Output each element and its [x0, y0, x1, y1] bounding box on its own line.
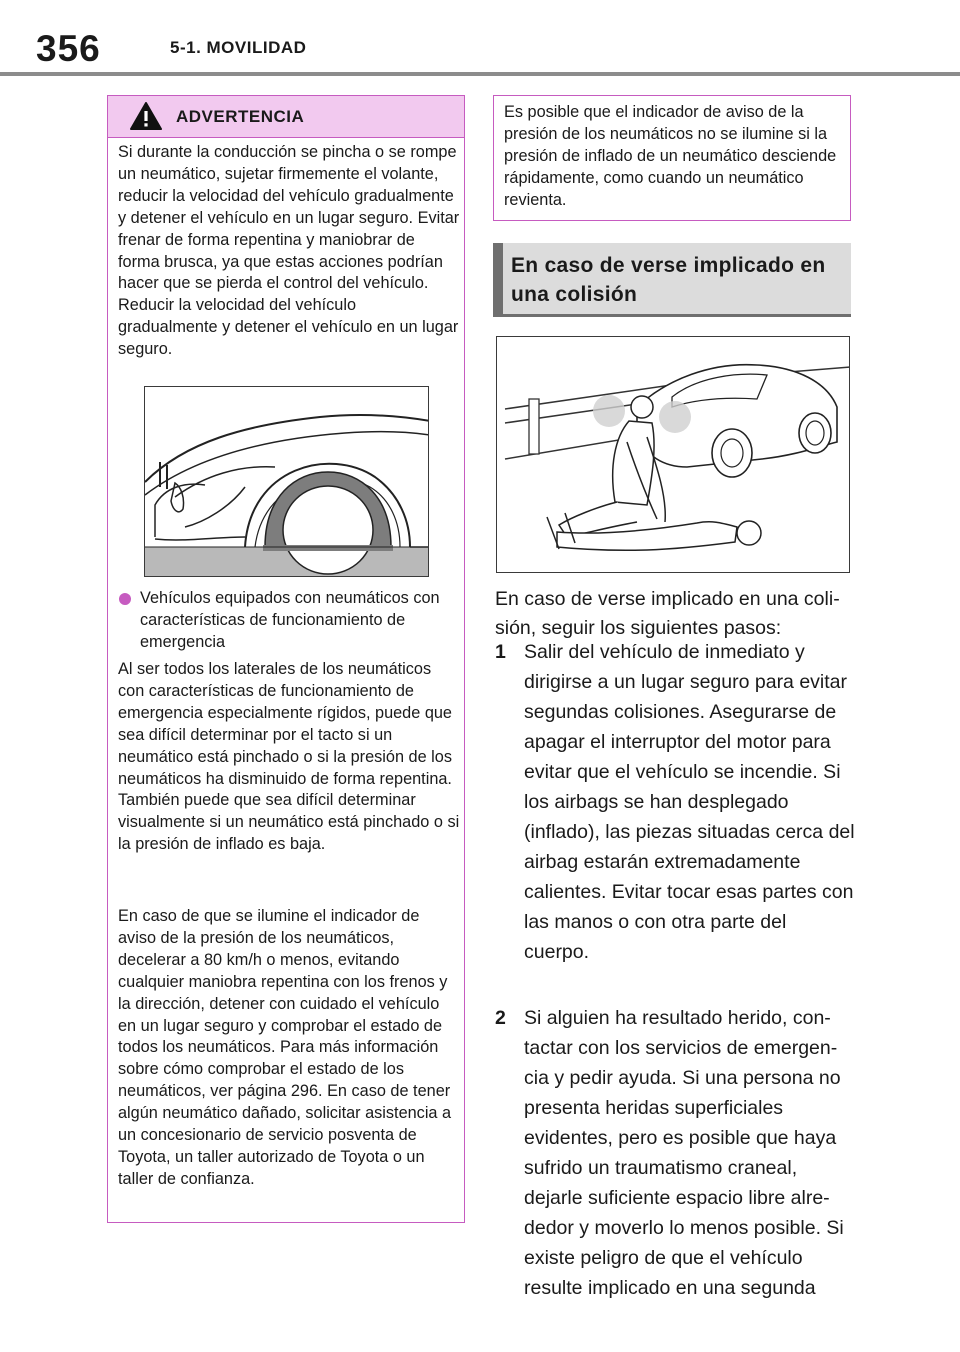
- section-intro: En caso de verse implicado en una colisión, seguir los siguientes pasos:: [495, 588, 840, 639]
- step-number: 2: [495, 1007, 506, 1029]
- warning-header: [108, 96, 464, 138]
- header-rule: [0, 72, 960, 76]
- section-heading: [493, 243, 851, 317]
- warning-paragraph-2: Al ser todos los laterales de los neumáticos con características de funcionamiento de emergencia especialmente rígidos, puede que sea difícil determinar por el tacto si un neumático está pinchado o si la presión de los neumáticos ha disminuido de forma repentina. También puede que sea difícil determinar visualmente si un neumático está pinchado o si la presión de inflado es baja.: [118, 660, 460, 854]
- section-title: En caso de verse implicado en una colisión: [511, 254, 826, 306]
- step-text: Salir del vehículo de inmediato y dirigirse a un lugar seguro para evitar segundas colisiones. Asegurarse de apagar el interruptor del motor para evitar que el vehículo se incendie. Si los airbags se han desplegado (inflado), las piezas situadas cerca del airbag estarán extremadamente calientes. Evitar tocar esas partes con las manos o con otra parte del cuerpo.: [524, 641, 855, 963]
- step-number: 1: [495, 641, 506, 663]
- page-header: [0, 0, 960, 78]
- collision-scene-illustration: [496, 336, 850, 573]
- warning-paragraph-1: Si durante la conducción se pincha o se rompe un neumático, sujetar firmemente el volante, reducir la velocidad del vehículo gradualmente y detener el vehículo en un lugar seguro. Evitar frenar de forma repentina y maniobrar de forma brusca, ya que estas acciones podrían hacer que se pierda el control del vehículo. Reducir la velocidad del vehículo gradualmente y detener el vehículo en un lugar seguro.: [118, 143, 460, 359]
- page-number: 356: [36, 28, 101, 69]
- flat-tire-illustration: [144, 386, 429, 577]
- warning-continued-text: Es posible que el indicador de aviso de la presión de los neumáticos no se ilumine si la presión de inflado de un neumático desciende rápidamente, como cuando un neumático revienta.: [504, 103, 837, 209]
- warning-title: ADVERTENCIA: [176, 107, 305, 126]
- bullet-dot-icon: [119, 593, 131, 605]
- section-heading-bar: [493, 243, 503, 314]
- warning-paragraph-3: En caso de que se ilumine el indicador de aviso de la presión de los neumáticos, decelerar a 80 km/h o menos, evitando cualquier maniobra repentina con los frenos y la dirección, detener con cuidado el vehículo en un lugar seguro y comprobar el estado de todos los neumáticos. Para más información sobre cómo comprobar el estado de los neumáticos, ver página 296. En caso de tener algún neumático dañado, solicitar asistencia a un concesionario de servicio posventa de Toyota, un taller autorizado de Toyota o un taller de confianza.: [118, 907, 452, 1188]
- chapter-title: 5-1. MOVILIDAD: [170, 38, 307, 57]
- warning-triangle-icon: [129, 101, 163, 131]
- warning-continued-box: [493, 95, 851, 221]
- step-text: Si alguien ha resultado herido, contactar con los servicios de emergencia y pedir ayuda. Si una persona no presenta heridas superficiales evidentes, pero es posible que haya sufrido un traumatismo craneal, dejarle suficiente espacio libre alrededor y moverlo lo menos posible. Si existe peligro de que el vehículo resulte implicado en una segunda: [524, 1007, 844, 1299]
- bullet-text: Vehículos equipados con neumáticos con características de funcionamiento de emergencia: [140, 589, 440, 651]
- warning-box: [107, 95, 465, 1223]
